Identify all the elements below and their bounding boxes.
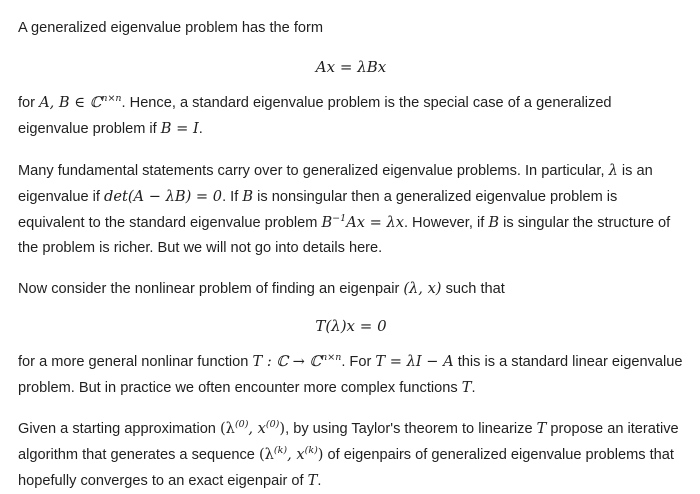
p6-math-1-mid: , x	[248, 420, 266, 437]
p3-math-4-base: B	[321, 214, 333, 231]
p6-math-3-mid: , x	[287, 446, 305, 463]
p3-math-4	[321, 214, 404, 231]
p5-text-2: . For	[341, 354, 376, 370]
p3-math-5: B	[488, 214, 500, 231]
p3-text-6: is singular the structure of the problem is richer. But we will not go into details here.	[18, 215, 671, 256]
p5-math-1-sup: n×n	[321, 352, 342, 364]
p2-text-1: for	[18, 95, 40, 111]
p6-text-4: of eigenpairs of generalized eigenvalue problems that hopefully converges to an exact eigenpair of	[18, 447, 674, 489]
equation-nonlinear-eigenproblem: T(λ)x = 0	[315, 317, 387, 335]
p5-math-2: T = λI − A	[375, 353, 454, 370]
p6-math-1	[220, 420, 285, 437]
p3-math-4-rest: Ax = λx	[346, 214, 404, 231]
paragraph-nonlinear	[18, 276, 684, 302]
p3-text-2: is an eigenvalue if	[18, 163, 653, 205]
paragraph-general-function	[18, 349, 684, 401]
p2-math-1	[39, 94, 121, 111]
p6-text-3: propose an iterative algorithm that generates a sequence	[18, 421, 679, 463]
p6-math-3-sup-2: (k)	[304, 445, 318, 457]
p6-math-1-sup-1: (0)	[234, 419, 249, 431]
p6-math-1-open: (λ	[219, 420, 235, 437]
p5-text-3: this is a standard linear eigenvalue problem. But in practice we often encounter more complex functions	[18, 354, 683, 396]
p6-math-3-sup-1: (k)	[273, 445, 288, 457]
paragraph-task	[18, 416, 684, 494]
equation-generalized-eigenproblem: Ax = λBx	[315, 58, 387, 76]
p6-text-2: , by using Taylor's theorem to linearize	[285, 421, 537, 437]
p3-math-1: λ	[608, 162, 618, 179]
p3-text-3: . If	[222, 189, 243, 205]
p6-text-5: .	[317, 473, 322, 489]
p3-text-1: Many fundamental statements carry over to generalized eigenvalue problems. In particular,	[18, 163, 609, 179]
p3-math-2: det(A − λB) = 0	[104, 188, 223, 205]
intro-text: A generalized eigenvalue problem has the form	[18, 20, 324, 36]
p5-math-3: T	[461, 379, 472, 396]
p5-math-1-base: T : ℂ → ℂ	[252, 353, 322, 370]
p6-math-1-sup-2: (0)	[265, 419, 280, 431]
paragraph-statements	[18, 158, 684, 261]
p6-math-3	[259, 446, 324, 463]
p6-math-2: T	[536, 420, 547, 437]
intro-paragraph	[18, 16, 684, 41]
p6-text-1: Given a starting approximation	[18, 421, 220, 437]
p4-text-2: such that	[441, 281, 505, 297]
p6-math-3-close: )	[317, 446, 324, 463]
p4-math-1: (λ, x)	[403, 280, 442, 297]
p3-text-4: is nonsingular then a generalized eigenvalue problem is equivalent to the standard eigenvalue problem	[18, 189, 618, 231]
document-body	[18, 16, 684, 494]
p2-math-1-sup: n×n	[101, 93, 122, 105]
paragraph-definition	[18, 90, 684, 142]
p5-text-4: .	[471, 380, 476, 396]
p3-math-4-sup: −1	[332, 213, 347, 225]
p2-text-3: .	[198, 121, 203, 137]
p2-math-2: B = I	[160, 120, 199, 137]
p6-math-4: T	[307, 472, 318, 489]
p6-math-3-open: (λ	[258, 446, 274, 463]
p3-text-5: . However, if	[403, 215, 489, 231]
p2-math-1-base: A, B ∈ ℂ	[39, 94, 102, 111]
p4-text-1: Now consider the nonlinear problem of finding an eigenpair	[18, 281, 404, 297]
p5-math-1	[252, 353, 341, 370]
p6-math-1-close: )	[279, 420, 286, 437]
p5-text-1: for a more general nonlinar function	[18, 354, 253, 370]
p3-math-3: B	[242, 188, 254, 205]
p2-text-2: . Hence, a standard eigenvalue problem is the special case of a generalized eigenvalue problem if	[18, 95, 612, 137]
